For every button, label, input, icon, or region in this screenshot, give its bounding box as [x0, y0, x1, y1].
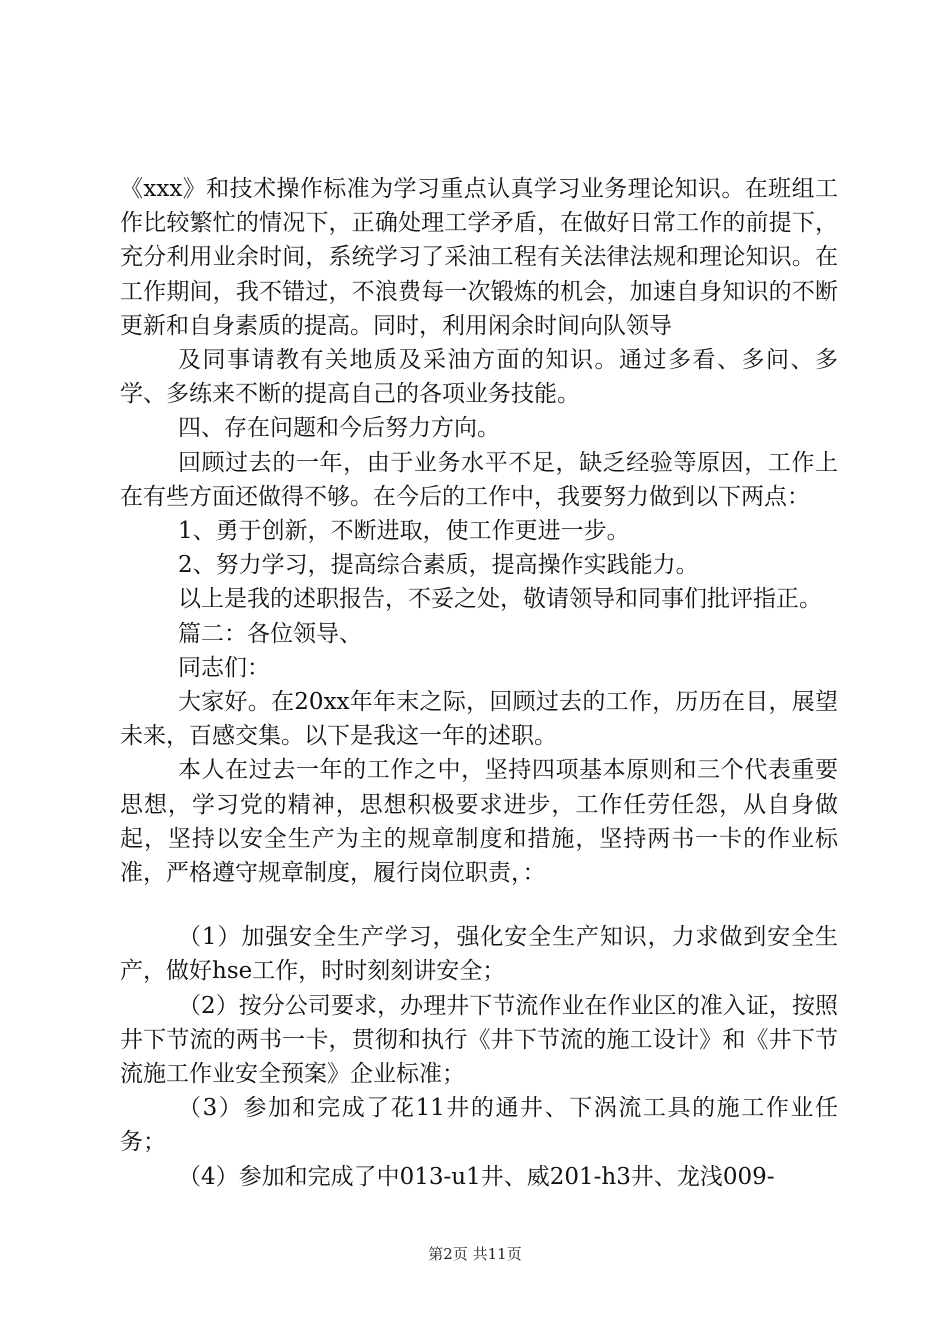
- list-item-2: 2、努力学习，提高综合素质，提高操作实践能力。: [178, 552, 699, 579]
- document-body: [120, 172, 838, 1194]
- page-footer: 第2页 共11页: [428, 1245, 522, 1263]
- salutation: 同志们：: [178, 654, 270, 681]
- paragraph-greeting: 大家好。在20xx年年末之际，回顾过去的工作，历历在目，展望未来，百感交集。以下是我这一年的述职。: [120, 689, 838, 750]
- paragraph-review: 回顾过去的一年，由于业务水平不足，缺乏经验等原因，工作上在有些方面还做得不够。在今后的工作中，我要努力做到以下两点：: [120, 449, 838, 510]
- section-heading-part-two: 篇二：各位领导、: [178, 620, 362, 647]
- duty-item-3: （3）参加和完成了花11井的通井、下涡流工具的施工作业任务；: [120, 1095, 838, 1156]
- paragraph-closing: 以上是我的述职报告，不妥之处，敬请领导和同事们批评指正。: [178, 586, 822, 613]
- paragraph-consult: 及同事请教有关地质及采油方面的知识。通过多看、多问、多学、多练来不断的提高自己的各项业务技能。: [120, 347, 838, 408]
- spacer: [120, 890, 838, 920]
- paragraph-summary: 本人在过去一年的工作之中，坚持四项基本原则和三个代表重要思想，学习党的精神，思想积极要求进步，工作任劳任怨，从自身做起，坚持以安全生产为主的规章制度和措施，坚持两书一卡的作业标准，严格遵守规章制度，履行岗位职责，：: [120, 757, 838, 887]
- list-item-1: 1、勇于创新，不断进取，使工作更进一步。: [178, 518, 630, 545]
- duty-item-2: （2）按分公司要求，办理井下节流作业在作业区的准入证，按照井下节流的两书一卡，贯彻和执行《井下节流的施工设计》和《井下节流施工作业安全预案》企业标准；: [120, 992, 838, 1088]
- paragraph-study: 《xxx》和技术操作标准为学习重点认真学习业务理论知识。在班组工作比较繁忙的情况下，正确处理工学矛盾，在做好日常工作的前提下，充分利用业余时间，系统学习了采油工程有关法律法规和理论知识。在工作期间，我不错过，不浪费每一次锻炼的机会，加速自身知识的不断更新和自身素质的提高。同时，利用闲余时间向队领导: [120, 176, 838, 339]
- duty-item-1: （1）加强安全生产学习，强化安全生产知识，力求做到安全生产，做好hse工作，时时刻刻讲安全；: [120, 924, 838, 985]
- section-heading-problems: 四、存在问题和今后努力方向。: [178, 415, 500, 442]
- duty-item-4: （4）参加和完成了中013-u1井、威201-h3井、龙浅009-: [178, 1163, 775, 1190]
